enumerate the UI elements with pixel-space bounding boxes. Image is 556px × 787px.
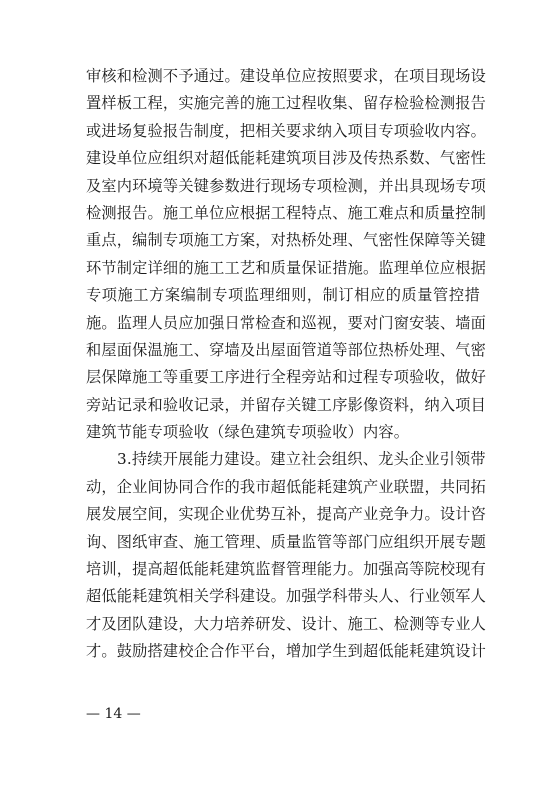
text-line: 置样板工程，实施完善的施工过程收集、留存检验检测报告 — [86, 94, 487, 113]
text-line: 审核和检测不予通过。建设单位应按照要求，在项目现场设 — [86, 67, 487, 85]
body-text — [86, 63, 487, 666]
text-line: 动，企业间协同合作的我市超低能耗建筑产业联盟，共同拓 — [86, 477, 487, 496]
page-number: — 14 — — [86, 706, 141, 722]
text-line: 展发展空间，实现企业优势互补，提高产业竞争力。设计咨 — [86, 505, 487, 524]
text-line: 超低能耗建筑相关学科建设。加强学科带头人、行业领军人 — [86, 587, 487, 606]
text-line: 旁站记录和验收记录，并留存关键工序影像资料，纳入项目 — [86, 395, 487, 414]
text-line: 重点，编制专项施工方案，对热桥处理、气密性保障等关键 — [86, 231, 487, 250]
text-line: 才及团队建设，大力培养研发、设计、施工、检测等专业人 — [86, 614, 487, 633]
text-line: 或进场复验报告制度，把相关要求纳入项目专项验收内容。 — [86, 121, 487, 140]
text-line: 才。鼓励搭建校企合作平台，增加学生到超低能耗建筑设计 — [86, 642, 487, 661]
text-line: 询、图纸审查、施工管理、质量监管等部门应组织开展专题 — [86, 532, 487, 551]
text-line: 建筑节能专项验收（绿色建筑专项验收）内容。 — [86, 423, 410, 442]
text-line: 培训，提高超低能耗建筑监督管理能力。加强高等院校现有 — [86, 560, 487, 579]
section-heading-line: 3.持续开展能力建设。建立社会组织、龙头企业引领带 — [117, 450, 486, 469]
text-line: 专项施工方案编制专项监理细则，制订相应的质量管控措 — [86, 286, 480, 305]
text-line: 层保障施工等重要工序进行全程旁站和过程专项验收，做好 — [86, 368, 487, 387]
text-line: 和屋面保温施工、穿墙及出屋面管道等部位热桥处理、气密 — [86, 340, 487, 359]
text-line: 建设单位应组织对超低能耗建筑项目涉及传热系数、气密性 — [86, 149, 487, 168]
text-line: 环节制定详细的施工工艺和质量保证措施。监理单位应根据 — [86, 258, 487, 277]
text-line: 及室内环境等关键参数进行现场专项检测，并出具现场专项 — [86, 176, 487, 195]
text-line: 检测报告。施工单位应根据工程特点、施工难点和质量控制 — [86, 203, 487, 222]
text-line: 施。监理人员应加强日常检查和巡视，要对门窗安装、墙面 — [86, 313, 487, 332]
